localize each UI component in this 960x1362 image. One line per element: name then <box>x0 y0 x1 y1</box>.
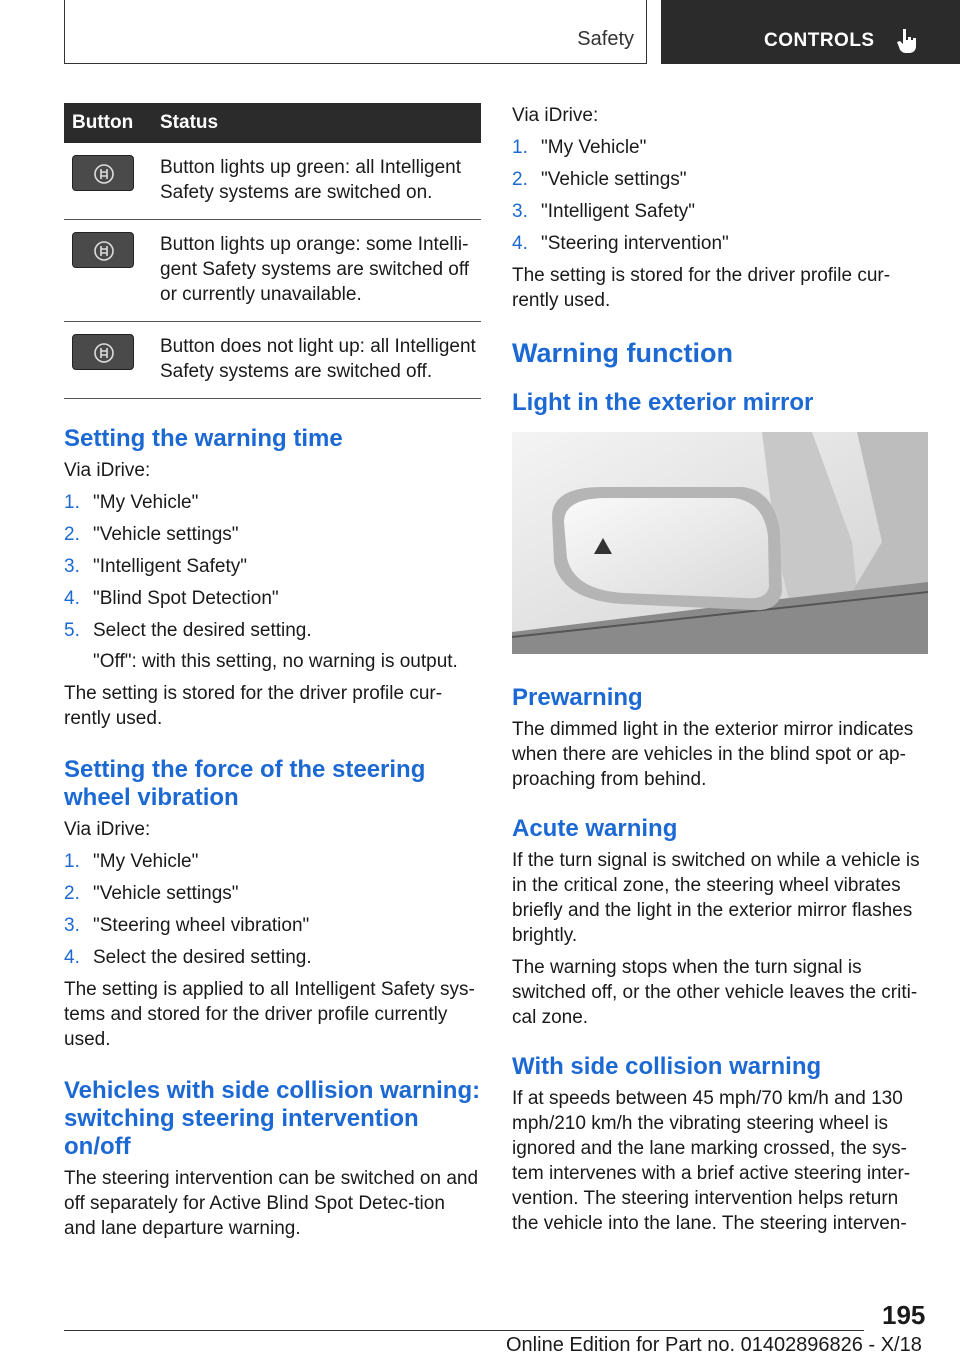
heading-warning-time: Setting the warning time <box>64 425 343 452</box>
via-idrive-label: Via iDrive: <box>64 460 151 481</box>
prewarning-text: The dimmed light in the exterior mirror indicates when there are vehicles in the blind spot or ap-proaching from behind. <box>512 719 914 790</box>
heading-with-side-collision: With side collision warning <box>512 1053 822 1080</box>
list-item: 4. "Blind Spot Detection" <box>64 588 279 609</box>
table-row <box>64 143 481 220</box>
heading-prewarning: Prewarning <box>512 684 643 711</box>
intelligent-safety-button-orange-icon <box>72 232 134 268</box>
off-setting-note: "Off": with this setting, no warning is output. <box>93 651 458 672</box>
list-item: 1. "My Vehicle" <box>64 492 199 513</box>
table-header-status: Status <box>152 103 481 143</box>
exterior-mirror-warning-light-image <box>512 432 928 654</box>
list-item: 3. "Intelligent Safety" <box>512 201 695 222</box>
list-item: 3. "Steering wheel vibration" <box>64 915 310 936</box>
acute-warning-text: If the turn signal is switched on while a vehicle is in the critical zone, the steering wheel vibrates briefly and the light in the exterior mirror flashes brightly. <box>512 850 920 946</box>
via-idrive-label: Via iDrive: <box>64 819 151 840</box>
list-item: 1. "My Vehicle" <box>64 851 199 872</box>
left-column <box>64 103 481 1241</box>
pointing-hand-icon <box>896 28 918 59</box>
side-collision-text: The steering intervention can be switched on and off separately for Active Blind Spot Detec-tion and lane departure warning. <box>64 1168 479 1239</box>
table-row <box>64 220 481 322</box>
header-chapter-tab <box>661 0 960 64</box>
with-side-collision-text: If at speeds between 45 mph/70 km/h and 130 mph/210 km/h the vibrating steering wheel is ignored and the lane marking crossed, the sys-tem intervenes with a brief active steering inter-vention. The steering intervention helps return the vehicle into the lane. The steering interven- <box>512 1088 911 1234</box>
applied-note: The setting is applied to all Intelligent Safety sys-tems and stored for the driver profile currently used. <box>64 979 475 1050</box>
list-item: 2. "Vehicle settings" <box>64 524 239 545</box>
force-steps <box>64 849 481 970</box>
table-row <box>64 322 481 399</box>
table-cell-status: Button lights up orange: some Intelli-gent Safety systems are switched off or currently unavailable. <box>152 220 481 322</box>
page-number: 195 <box>882 1300 926 1330</box>
footer-edition: Online Edition for Part no. 01402896826 - X/18 <box>506 1334 922 1356</box>
header-section-title: Safety <box>577 28 634 50</box>
intelligent-safety-button-green-icon <box>72 155 134 191</box>
table-header-button: Button <box>64 103 152 143</box>
acute-warning-stop-text: The warning stops when the turn signal is switched off, or the other vehicle leaves the criti-cal zone. <box>512 957 918 1028</box>
heading-warning-function: Warning function <box>512 338 733 368</box>
button-status-table <box>64 103 481 399</box>
heading-side-collision-intervention: Vehicles with side collision warning: switching steering intervention on/off <box>64 1077 481 1160</box>
footer-divider <box>64 1330 864 1331</box>
intervention-steps <box>512 135 928 256</box>
heading-steering-force: Setting the force of the steering wheel vibration <box>64 756 426 811</box>
table-cell-status: Button does not light up: all Intelligent Safety systems are switched off. <box>152 322 481 399</box>
intelligent-safety-button-off-icon <box>72 334 134 370</box>
header-section-box <box>64 0 647 64</box>
list-item: 2. "Vehicle settings" <box>512 169 687 190</box>
list-item: 2. "Vehicle settings" <box>64 883 239 904</box>
stored-note: The setting is stored for the driver profile cur-rently used. <box>64 683 443 729</box>
list-item: 5. Select the desired setting. <box>64 620 312 641</box>
heading-exterior-mirror-light: Light in the exterior mirror <box>512 389 814 416</box>
table-cell-status: Button lights up green: all Intelligent Safety systems are switched on. <box>152 143 481 220</box>
list-item: 4. Select the desired setting. <box>64 947 312 968</box>
list-item: 4. "Steering intervention" <box>512 233 729 254</box>
via-idrive-label: Via iDrive: <box>512 105 599 126</box>
heading-acute-warning: Acute warning <box>512 815 678 842</box>
right-column <box>512 103 928 1236</box>
warning-time-steps <box>64 490 481 643</box>
list-item: 1. "My Vehicle" <box>512 137 647 158</box>
header-chapter-title: CONTROLS <box>764 30 875 51</box>
stored-note: The setting is stored for the driver profile cur-rently used. <box>512 265 891 311</box>
list-item: 3. "Intelligent Safety" <box>64 556 247 577</box>
